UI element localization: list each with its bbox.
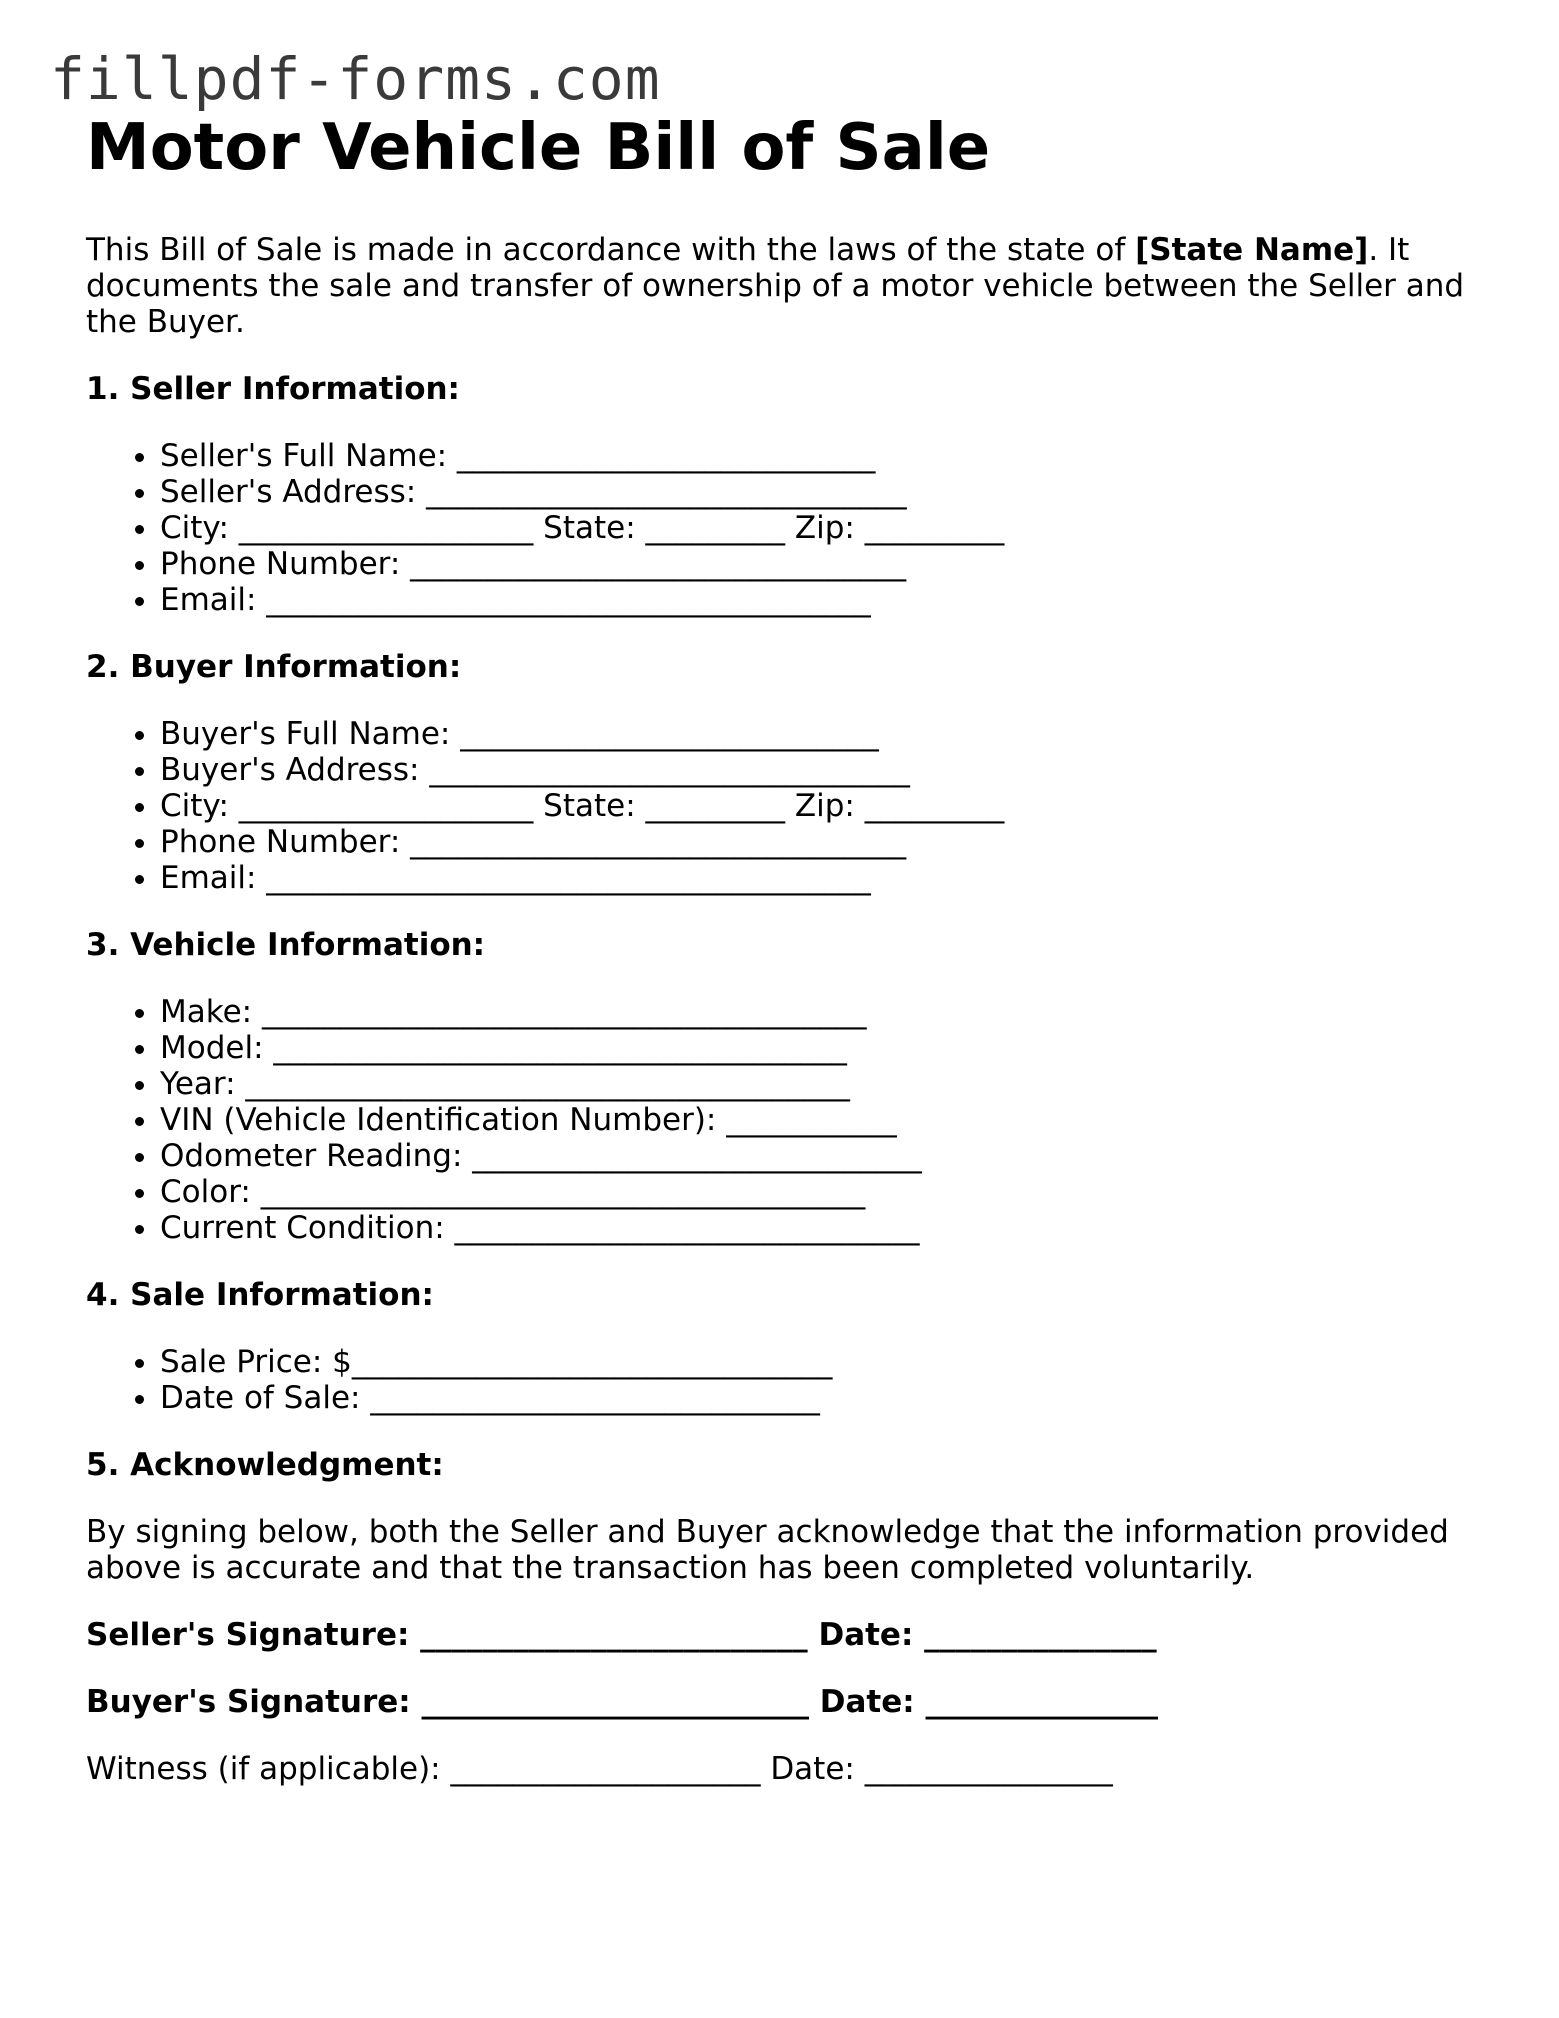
sale-section-heading: 4. Sale Information: [86,1277,434,1313]
witness-signature-line[interactable]: Witness (if applicable): ____________________ Date: ________________ [86,1751,1113,1787]
acknowledgment-section-heading: 5. Acknowledgment: [86,1447,444,1483]
document-page [86,108,1476,1787]
intro-text-before: This Bill of Sale is made in accordance with the laws of the state of [86,232,1136,268]
sale-price-field[interactable]: • Sale Price: $_______________________________ [160,1344,1476,1380]
buyer-section-heading: 2. Buyer Information: [86,649,462,685]
seller-fields-list [86,438,1476,618]
document-title: Motor Vehicle Bill of Sale [86,111,991,185]
vehicle-model-field[interactable]: • Model: _____________________________________ [160,1030,1476,1066]
state-name-placeholder: [State Name] [1135,232,1369,268]
buyer-full-name-field[interactable]: • Buyer's Full Name: ___________________________ [160,716,1476,752]
seller-full-name-field[interactable]: • Seller's Full Name: ___________________________ [160,438,1476,474]
watermark: fillpdf-forms.com [50,45,661,113]
buyer-signature-line[interactable]: Buyer's Signature: _________________________ Date: _______________ [86,1684,1158,1720]
vehicle-odometer-field[interactable]: • Odometer Reading: _____________________________ [160,1138,1476,1174]
sale-fields-list [86,1344,1476,1416]
seller-city-state-zip-field[interactable]: • City: ___________________ State: _________ Zip: _________ [160,510,1476,546]
buyer-fields-list [86,716,1476,896]
intro-text-after: . It documents the sale and transfer of ownership of a motor vehicle between the Seller and the Buyer. [86,232,1465,340]
intro-paragraph [86,232,1476,340]
acknowledgment-text: By signing below, both the Seller and Buyer acknowledge that the information provided above is accurate and that the transaction has been completed voluntarily. [86,1514,1449,1586]
seller-phone-field[interactable]: • Phone Number: ________________________________ [160,546,1476,582]
vehicle-make-field[interactable]: • Make: _______________________________________ [160,994,1476,1030]
vehicle-section-heading: 3. Vehicle Information: [86,927,486,963]
vehicle-year-field[interactable]: • Year: _______________________________________ [160,1066,1476,1102]
seller-signature-line[interactable]: Seller's Signature: _________________________ Date: _______________ [86,1617,1157,1653]
vehicle-color-field[interactable]: • Color: _______________________________________ [160,1174,1476,1210]
sale-date-field[interactable]: • Date of Sale: _____________________________ [160,1380,1476,1416]
vehicle-condition-field[interactable]: • Current Condition: ______________________________ [160,1210,1476,1246]
buyer-city-state-zip-field[interactable]: • City: ___________________ State: _________ Zip: _________ [160,788,1476,824]
buyer-address-field[interactable]: • Buyer's Address: _______________________________ [160,752,1476,788]
buyer-phone-field[interactable]: • Phone Number: ________________________________ [160,824,1476,860]
seller-section-heading: 1. Seller Information: [86,371,460,407]
seller-email-field[interactable]: • Email: _______________________________________ [160,582,1476,618]
vehicle-fields-list [86,994,1476,1246]
buyer-email-field[interactable]: • Email: _______________________________________ [160,860,1476,896]
vehicle-vin-field[interactable]: • VIN (Vehicle Identification Number): ___________ [160,1102,1476,1138]
seller-address-field[interactable]: • Seller's Address: _______________________________ [160,474,1476,510]
